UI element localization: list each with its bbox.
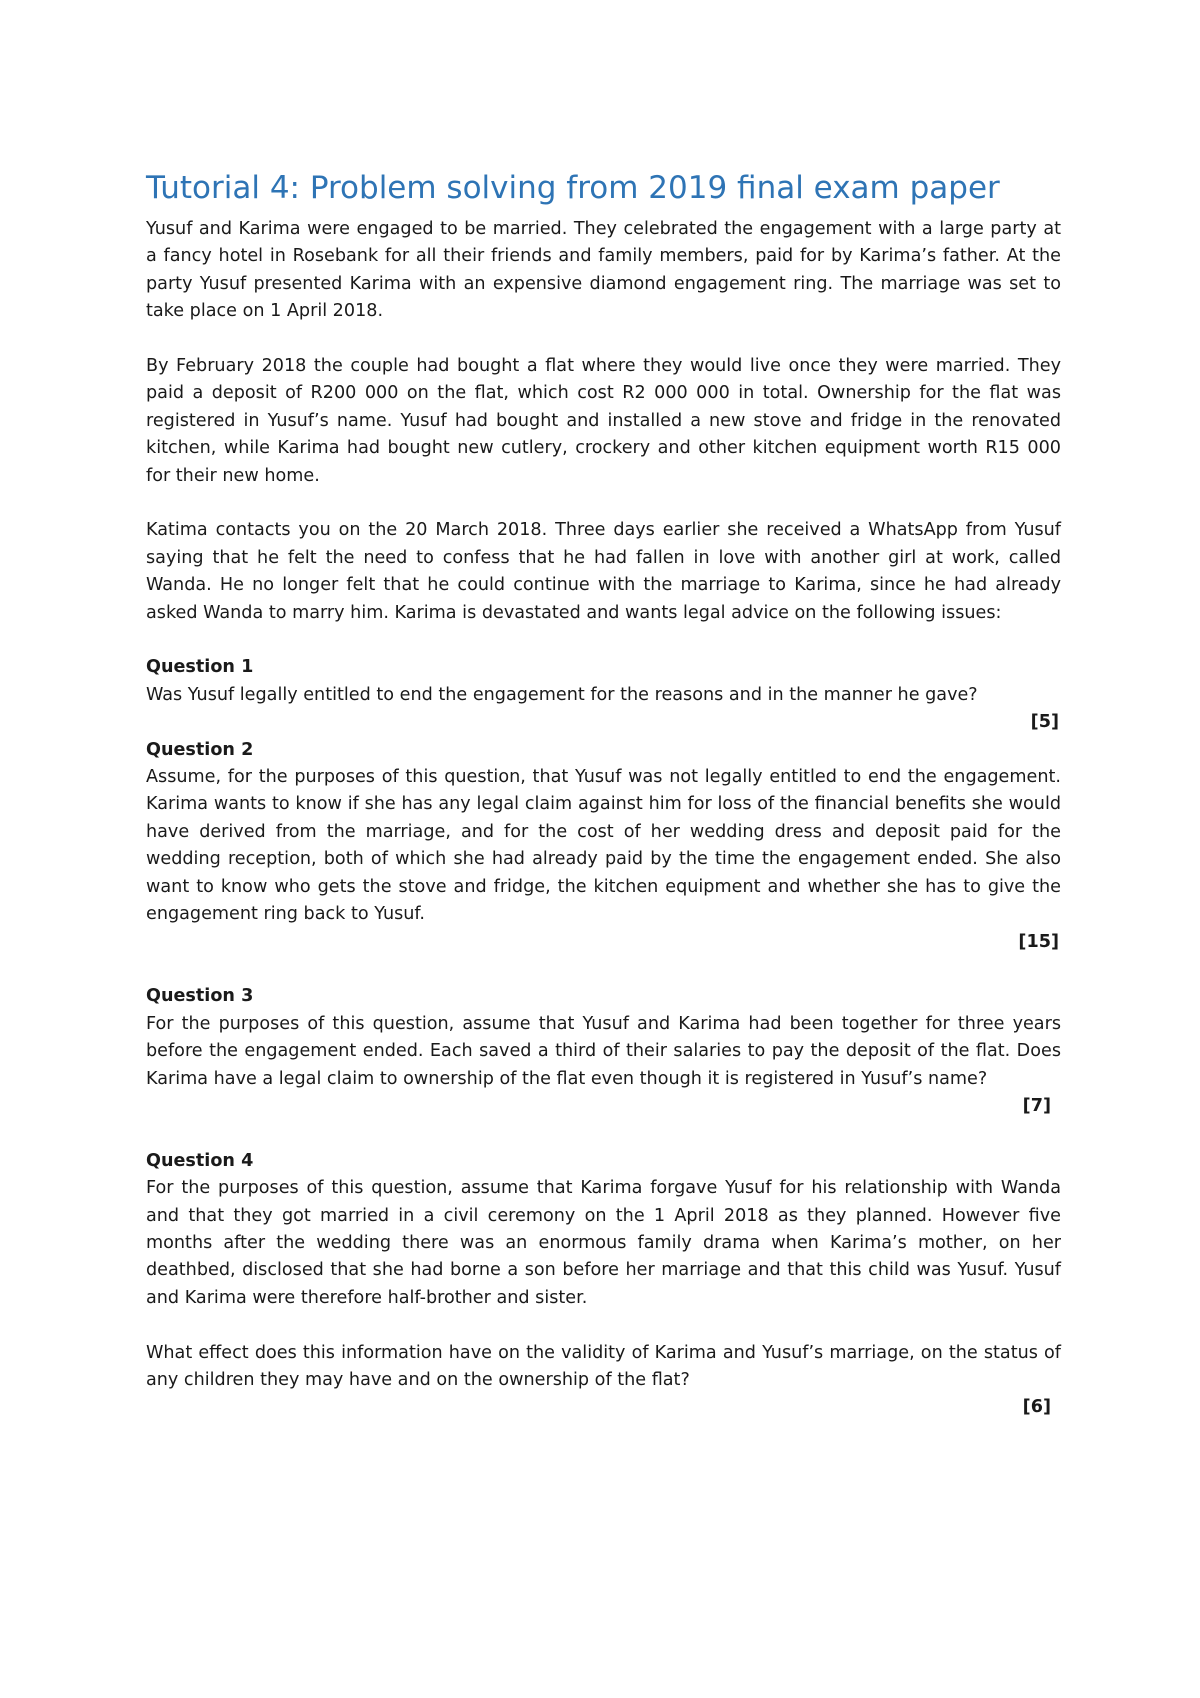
document-title: Tutorial 4: Problem solving from 2019 final exam paper [146,170,1000,206]
question-4-text: For the purposes of this question, assume that Karima forgave Yusuf for his relationship with Wanda and that they got married in a civil ceremony on the 1 April 2018 as they planned. However five months after the wedding there was an enormous family drama when Karima’s mother, on her deathbed, disclosed that she had borne a son before her marriage and that this child was Yusuf. Yusuf and Karima were therefore half-brother and sister. [146,1178,1061,1308]
document-page [146,0,1061,1698]
question-2 [146,737,1061,956]
paragraph-spacer [146,490,1061,517]
question-4 [146,1148,1061,1422]
question-3-marks: [7] [1022,1095,1051,1116]
question-4-text-2: What effect does this information have on the validity of Karima and Yusuf’s marriage, on the status of any children they may have and on the ownership of the flat? [146,1342,1061,1390]
intro-paragraph-3: Katima contacts you on the 20 March 2018. Three days earlier she received a WhatsApp from Yusuf saying that he felt the need to confess that he had fallen in love with another girl at work, called Wanda. He no longer felt that he could continue with the marriage to Karima, since he had already asked Wanda to marry him. Karima is devastated and wants legal advice on the following issues: [146,520,1061,623]
paragraph-spacer [146,627,1061,654]
intro-paragraph-2: By February 2018 the couple had bought a flat where they would live once they were married. They paid a deposit of R200 000 on the flat, which cost R2 000 000 in total. Ownership for the flat was registered in Yusuf’s name. Yusuf had bought and installed a new stove and fridge in the renovated kitchen, while Karima had bought new cutlery, crockery and other kitchen equipment worth R15 000 for their new home. [146,356,1061,486]
question-1-heading: Question 1 [146,657,254,678]
intro-paragraph-1: Yusuf and Karima were engaged to be married. They celebrated the engagement with a large party at a fancy hotel in Rosebank for all their friends and family members, paid for by Karima’s father. At the party Yusuf presented Karima with an expensive diamond engagement ring. The marriage was set to take place on 1 April 2018. [146,219,1061,322]
document-body [146,216,1061,1422]
question-3 [146,983,1061,1120]
question-1 [146,654,1061,736]
question-2-text: Assume, for the purposes of this question, that Yusuf was not legally entitled to end the engagement. Karima wants to know if she has any legal claim against him for loss of the financial benefits she would have derived from the marriage, and for the cost of her wedding dress and deposit paid for the wedding reception, both of which she had already paid by the time the engagement ended. She also want to know who gets the stove and fridge, the kitchen equipment and whether she has to give the engagement ring back to Yusuf. [146,767,1061,925]
paragraph-spacer [146,1312,1061,1339]
question-3-heading: Question 3 [146,986,254,1007]
question-2-marks: [15] [1018,931,1059,952]
question-1-marks: [5] [1030,712,1059,733]
question-3-text: For the purposes of this question, assume that Yusuf and Karima had been together for three years before the engagement ended. Each saved a third of their salaries to pay the deposit of the flat. Does Karima have a legal claim to ownership of the flat even though it is registered in Yusuf’s name? [146,1013,1061,1089]
paragraph-spacer [146,956,1061,983]
paragraph-spacer [146,326,1061,353]
paragraph-spacer [146,1120,1061,1147]
question-1-text: Was Yusuf legally entitled to end the engagement for the reasons and in the manner he gave? [146,684,978,705]
question-4-marks: [6] [1022,1397,1051,1418]
question-4-heading: Question 4 [146,1150,254,1171]
question-2-heading: Question 2 [146,739,254,760]
